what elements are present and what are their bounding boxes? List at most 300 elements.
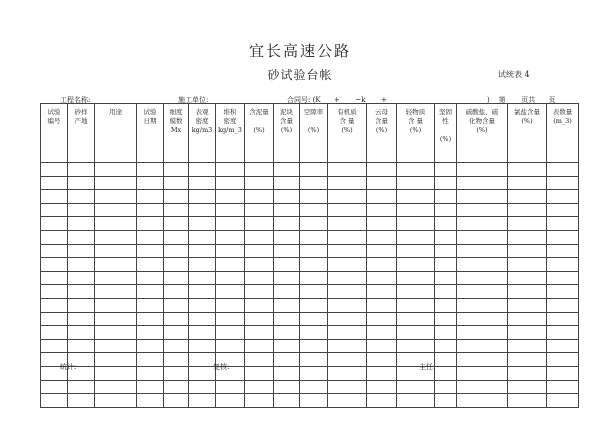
table-cell[interactable] xyxy=(189,326,216,340)
table-cell[interactable] xyxy=(547,203,579,217)
table-cell[interactable] xyxy=(164,380,189,394)
table-cell[interactable] xyxy=(95,190,137,204)
table-cell[interactable] xyxy=(435,366,457,380)
table-cell[interactable] xyxy=(189,366,216,380)
table-cell[interactable] xyxy=(164,230,189,244)
table-cell[interactable] xyxy=(367,366,397,380)
table-cell[interactable] xyxy=(137,163,164,177)
table-cell[interactable] xyxy=(457,380,508,394)
table-cell[interactable] xyxy=(457,163,508,177)
table-cell[interactable] xyxy=(68,217,95,231)
table-cell[interactable] xyxy=(508,190,547,204)
table-cell[interactable] xyxy=(274,271,300,285)
table-cell[interactable] xyxy=(457,244,508,258)
table-cell[interactable] xyxy=(457,176,508,190)
table-cell[interactable] xyxy=(508,176,547,190)
table-cell[interactable] xyxy=(547,353,579,367)
table-cell[interactable] xyxy=(274,312,300,326)
table-cell[interactable] xyxy=(95,339,137,353)
table-cell[interactable] xyxy=(435,339,457,353)
table-cell[interactable] xyxy=(435,176,457,190)
table-cell[interactable] xyxy=(397,312,435,326)
table-cell[interactable] xyxy=(300,190,328,204)
table-cell[interactable] xyxy=(68,285,95,299)
table-cell[interactable] xyxy=(164,394,189,408)
table-cell[interactable] xyxy=(300,353,328,367)
table-cell[interactable] xyxy=(328,271,367,285)
table-cell[interactable] xyxy=(328,176,367,190)
table-cell[interactable] xyxy=(397,258,435,272)
table-cell[interactable] xyxy=(95,217,137,231)
table-cell[interactable] xyxy=(216,190,245,204)
table-cell[interactable] xyxy=(164,176,189,190)
table-cell[interactable] xyxy=(457,203,508,217)
table-cell[interactable] xyxy=(397,230,435,244)
table-cell[interactable] xyxy=(245,163,274,177)
table-cell[interactable] xyxy=(328,298,367,312)
table-cell[interactable] xyxy=(41,230,68,244)
table-cell[interactable] xyxy=(300,312,328,326)
table-cell[interactable] xyxy=(274,326,300,340)
table-cell[interactable] xyxy=(245,394,274,408)
table-cell[interactable] xyxy=(95,312,137,326)
table-cell[interactable] xyxy=(216,312,245,326)
table-cell[interactable] xyxy=(164,217,189,231)
table-cell[interactable] xyxy=(245,380,274,394)
table-cell[interactable] xyxy=(189,217,216,231)
table-cell[interactable] xyxy=(68,339,95,353)
table-cell[interactable] xyxy=(95,380,137,394)
table-cell[interactable] xyxy=(274,353,300,367)
table-cell[interactable] xyxy=(245,353,274,367)
table-cell[interactable] xyxy=(95,163,137,177)
table-cell[interactable] xyxy=(41,394,68,408)
table-cell[interactable] xyxy=(274,258,300,272)
table-cell[interactable] xyxy=(300,380,328,394)
table-cell[interactable] xyxy=(137,353,164,367)
table-cell[interactable] xyxy=(137,285,164,299)
table-cell[interactable] xyxy=(95,230,137,244)
table-cell[interactable] xyxy=(457,326,508,340)
table-cell[interactable] xyxy=(367,258,397,272)
table-cell[interactable] xyxy=(457,298,508,312)
table-cell[interactable] xyxy=(216,394,245,408)
table-cell[interactable] xyxy=(328,312,367,326)
table-cell[interactable] xyxy=(245,366,274,380)
table-cell[interactable] xyxy=(508,244,547,258)
table-cell[interactable] xyxy=(95,271,137,285)
table-cell[interactable] xyxy=(435,380,457,394)
table-cell[interactable] xyxy=(164,258,189,272)
table-cell[interactable] xyxy=(508,271,547,285)
table-cell[interactable] xyxy=(68,176,95,190)
table-cell[interactable] xyxy=(41,339,68,353)
table-cell[interactable] xyxy=(189,394,216,408)
table-cell[interactable] xyxy=(164,203,189,217)
table-cell[interactable] xyxy=(95,298,137,312)
table-cell[interactable] xyxy=(245,271,274,285)
table-cell[interactable] xyxy=(547,366,579,380)
table-cell[interactable] xyxy=(328,366,367,380)
table-cell[interactable] xyxy=(397,271,435,285)
table-cell[interactable] xyxy=(367,271,397,285)
table-cell[interactable] xyxy=(300,271,328,285)
table-cell[interactable] xyxy=(367,394,397,408)
table-cell[interactable] xyxy=(457,339,508,353)
table-cell[interactable] xyxy=(508,339,547,353)
table-cell[interactable] xyxy=(137,244,164,258)
table-cell[interactable] xyxy=(508,380,547,394)
table-cell[interactable] xyxy=(189,190,216,204)
table-cell[interactable] xyxy=(547,176,579,190)
table-cell[interactable] xyxy=(274,339,300,353)
table-cell[interactable] xyxy=(328,163,367,177)
table-cell[interactable] xyxy=(41,271,68,285)
table-cell[interactable] xyxy=(189,203,216,217)
table-cell[interactable] xyxy=(68,312,95,326)
table-cell[interactable] xyxy=(328,230,367,244)
table-cell[interactable] xyxy=(68,163,95,177)
table-cell[interactable] xyxy=(457,285,508,299)
table-cell[interactable] xyxy=(547,380,579,394)
table-cell[interactable] xyxy=(189,353,216,367)
table-cell[interactable] xyxy=(41,285,68,299)
table-cell[interactable] xyxy=(164,326,189,340)
table-cell[interactable] xyxy=(245,326,274,340)
table-cell[interactable] xyxy=(164,366,189,380)
table-cell[interactable] xyxy=(95,258,137,272)
table-cell[interactable] xyxy=(508,285,547,299)
table-cell[interactable] xyxy=(547,285,579,299)
table-cell[interactable] xyxy=(189,163,216,177)
table-cell[interactable] xyxy=(435,285,457,299)
table-cell[interactable] xyxy=(367,217,397,231)
table-cell[interactable] xyxy=(164,163,189,177)
table-cell[interactable] xyxy=(68,394,95,408)
table-cell[interactable] xyxy=(274,163,300,177)
table-cell[interactable] xyxy=(137,217,164,231)
table-cell[interactable] xyxy=(189,271,216,285)
table-cell[interactable] xyxy=(435,326,457,340)
table-cell[interactable] xyxy=(95,394,137,408)
table-cell[interactable] xyxy=(245,312,274,326)
table-cell[interactable] xyxy=(435,217,457,231)
table-cell[interactable] xyxy=(328,203,367,217)
table-cell[interactable] xyxy=(274,176,300,190)
table-cell[interactable] xyxy=(189,285,216,299)
table-cell[interactable] xyxy=(457,190,508,204)
table-cell[interactable] xyxy=(367,326,397,340)
table-cell[interactable] xyxy=(547,258,579,272)
table-cell[interactable] xyxy=(300,326,328,340)
table-cell[interactable] xyxy=(41,176,68,190)
table-cell[interactable] xyxy=(95,285,137,299)
table-cell[interactable] xyxy=(164,271,189,285)
table-cell[interactable] xyxy=(137,380,164,394)
table-cell[interactable] xyxy=(137,190,164,204)
table-cell[interactable] xyxy=(547,312,579,326)
table-cell[interactable] xyxy=(328,244,367,258)
table-cell[interactable] xyxy=(41,298,68,312)
table-cell[interactable] xyxy=(164,244,189,258)
table-cell[interactable] xyxy=(41,326,68,340)
table-cell[interactable] xyxy=(457,271,508,285)
table-cell[interactable] xyxy=(137,230,164,244)
table-cell[interactable] xyxy=(216,176,245,190)
table-cell[interactable] xyxy=(367,163,397,177)
table-cell[interactable] xyxy=(216,230,245,244)
table-cell[interactable] xyxy=(397,244,435,258)
table-cell[interactable] xyxy=(328,285,367,299)
table-cell[interactable] xyxy=(367,312,397,326)
table-cell[interactable] xyxy=(397,285,435,299)
table-cell[interactable] xyxy=(137,271,164,285)
table-cell[interactable] xyxy=(216,326,245,340)
table-cell[interactable] xyxy=(367,203,397,217)
table-cell[interactable] xyxy=(397,394,435,408)
table-cell[interactable] xyxy=(328,339,367,353)
table-cell[interactable] xyxy=(328,190,367,204)
table-cell[interactable] xyxy=(95,366,137,380)
table-cell[interactable] xyxy=(189,339,216,353)
table-cell[interactable] xyxy=(547,244,579,258)
table-cell[interactable] xyxy=(68,380,95,394)
table-cell[interactable] xyxy=(397,163,435,177)
table-cell[interactable] xyxy=(435,298,457,312)
table-cell[interactable] xyxy=(300,298,328,312)
table-cell[interactable] xyxy=(274,394,300,408)
table-cell[interactable] xyxy=(300,217,328,231)
table-cell[interactable] xyxy=(189,176,216,190)
table-cell[interactable] xyxy=(95,244,137,258)
table-cell[interactable] xyxy=(300,203,328,217)
table-cell[interactable] xyxy=(216,217,245,231)
table-cell[interactable] xyxy=(435,163,457,177)
table-cell[interactable] xyxy=(328,353,367,367)
table-cell[interactable] xyxy=(274,203,300,217)
table-cell[interactable] xyxy=(137,203,164,217)
table-cell[interactable] xyxy=(68,271,95,285)
table-cell[interactable] xyxy=(547,326,579,340)
table-cell[interactable] xyxy=(300,244,328,258)
table-cell[interactable] xyxy=(164,285,189,299)
table-cell[interactable] xyxy=(328,380,367,394)
table-cell[interactable] xyxy=(68,326,95,340)
table-cell[interactable] xyxy=(328,217,367,231)
table-cell[interactable] xyxy=(547,230,579,244)
table-cell[interactable] xyxy=(245,244,274,258)
table-cell[interactable] xyxy=(68,244,95,258)
table-cell[interactable] xyxy=(547,271,579,285)
table-cell[interactable] xyxy=(189,258,216,272)
table-cell[interactable] xyxy=(216,203,245,217)
table-cell[interactable] xyxy=(41,258,68,272)
table-cell[interactable] xyxy=(508,326,547,340)
table-cell[interactable] xyxy=(245,190,274,204)
table-cell[interactable] xyxy=(508,394,547,408)
table-cell[interactable] xyxy=(457,394,508,408)
table-cell[interactable] xyxy=(41,190,68,204)
table-cell[interactable] xyxy=(274,190,300,204)
table-cell[interactable] xyxy=(397,190,435,204)
table-cell[interactable] xyxy=(164,339,189,353)
table-cell[interactable] xyxy=(41,163,68,177)
table-cell[interactable] xyxy=(367,190,397,204)
table-cell[interactable] xyxy=(547,339,579,353)
table-cell[interactable] xyxy=(274,244,300,258)
table-cell[interactable] xyxy=(367,353,397,367)
table-cell[interactable] xyxy=(457,258,508,272)
table-cell[interactable] xyxy=(367,339,397,353)
table-cell[interactable] xyxy=(300,230,328,244)
table-cell[interactable] xyxy=(457,230,508,244)
table-cell[interactable] xyxy=(245,258,274,272)
table-cell[interactable] xyxy=(216,339,245,353)
table-cell[interactable] xyxy=(216,298,245,312)
table-cell[interactable] xyxy=(435,394,457,408)
table-cell[interactable] xyxy=(328,394,367,408)
table-cell[interactable] xyxy=(397,339,435,353)
table-cell[interactable] xyxy=(245,285,274,299)
table-cell[interactable] xyxy=(435,244,457,258)
table-cell[interactable] xyxy=(216,244,245,258)
table-cell[interactable] xyxy=(274,298,300,312)
table-cell[interactable] xyxy=(216,285,245,299)
table-cell[interactable] xyxy=(274,380,300,394)
table-cell[interactable] xyxy=(245,339,274,353)
table-cell[interactable] xyxy=(508,353,547,367)
table-cell[interactable] xyxy=(189,230,216,244)
table-cell[interactable] xyxy=(164,298,189,312)
table-cell[interactable] xyxy=(41,380,68,394)
table-cell[interactable] xyxy=(68,298,95,312)
table-cell[interactable] xyxy=(137,394,164,408)
table-cell[interactable] xyxy=(68,258,95,272)
table-cell[interactable] xyxy=(457,217,508,231)
table-cell[interactable] xyxy=(547,298,579,312)
table-cell[interactable] xyxy=(508,366,547,380)
table-cell[interactable] xyxy=(189,298,216,312)
table-cell[interactable] xyxy=(508,312,547,326)
table-cell[interactable] xyxy=(508,298,547,312)
table-cell[interactable] xyxy=(164,190,189,204)
table-cell[interactable] xyxy=(547,190,579,204)
table-cell[interactable] xyxy=(137,258,164,272)
table-cell[interactable] xyxy=(367,176,397,190)
table-cell[interactable] xyxy=(137,176,164,190)
table-cell[interactable] xyxy=(300,176,328,190)
table-cell[interactable] xyxy=(328,258,367,272)
table-cell[interactable] xyxy=(95,203,137,217)
table-cell[interactable] xyxy=(435,203,457,217)
column-header: 泥块 含量 (%) xyxy=(274,104,300,163)
table-cell[interactable] xyxy=(457,366,508,380)
table-cell[interactable] xyxy=(397,217,435,231)
table-cell[interactable] xyxy=(68,230,95,244)
table-cell[interactable] xyxy=(164,353,189,367)
table-cell[interactable] xyxy=(300,285,328,299)
table-cell[interactable] xyxy=(41,217,68,231)
table-cell[interactable] xyxy=(397,380,435,394)
table-cell[interactable] xyxy=(245,298,274,312)
table-cell[interactable] xyxy=(137,312,164,326)
table-cell[interactable] xyxy=(367,244,397,258)
table-cell[interactable] xyxy=(457,353,508,367)
table-cell[interactable] xyxy=(435,230,457,244)
table-cell[interactable] xyxy=(508,203,547,217)
table-cell[interactable] xyxy=(435,190,457,204)
table-cell[interactable] xyxy=(397,298,435,312)
table-cell[interactable] xyxy=(137,339,164,353)
table-cell[interactable] xyxy=(397,203,435,217)
table-cell[interactable] xyxy=(137,366,164,380)
table-cell[interactable] xyxy=(300,339,328,353)
table-cell[interactable] xyxy=(95,326,137,340)
table-cell[interactable] xyxy=(95,176,137,190)
table-cell[interactable] xyxy=(300,163,328,177)
table-cell[interactable] xyxy=(367,285,397,299)
table-cell[interactable] xyxy=(435,271,457,285)
table-cell[interactable] xyxy=(300,366,328,380)
table-cell[interactable] xyxy=(137,298,164,312)
table-cell[interactable] xyxy=(245,217,274,231)
table-cell[interactable] xyxy=(508,258,547,272)
table-cell[interactable] xyxy=(435,312,457,326)
table-cell[interactable] xyxy=(245,176,274,190)
table-cell[interactable] xyxy=(300,394,328,408)
table-cell[interactable] xyxy=(328,326,367,340)
table-cell[interactable] xyxy=(397,326,435,340)
table-cell[interactable] xyxy=(435,258,457,272)
table-cell[interactable] xyxy=(547,217,579,231)
table-cell[interactable] xyxy=(245,203,274,217)
table-cell[interactable] xyxy=(164,312,189,326)
table-cell[interactable] xyxy=(189,244,216,258)
table-cell[interactable] xyxy=(457,312,508,326)
table-cell[interactable] xyxy=(367,380,397,394)
table-cell[interactable] xyxy=(508,163,547,177)
table-cell[interactable] xyxy=(367,298,397,312)
table-cell[interactable] xyxy=(547,163,579,177)
table-cell[interactable] xyxy=(41,203,68,217)
table-cell[interactable] xyxy=(216,380,245,394)
table-cell[interactable] xyxy=(547,394,579,408)
table-cell[interactable] xyxy=(300,258,328,272)
table-cell[interactable] xyxy=(245,230,274,244)
table-cell[interactable] xyxy=(68,190,95,204)
table-cell[interactable] xyxy=(137,326,164,340)
table-cell[interactable] xyxy=(95,353,137,367)
table-cell[interactable] xyxy=(274,217,300,231)
table-body xyxy=(41,163,579,408)
table-cell[interactable] xyxy=(397,176,435,190)
table-cell[interactable] xyxy=(274,285,300,299)
table-cell[interactable] xyxy=(367,230,397,244)
table-cell[interactable] xyxy=(189,312,216,326)
table-cell[interactable] xyxy=(216,258,245,272)
table-cell[interactable] xyxy=(41,312,68,326)
table-cell[interactable] xyxy=(41,244,68,258)
table-cell[interactable] xyxy=(508,217,547,231)
table-cell[interactable] xyxy=(274,230,300,244)
table-cell[interactable] xyxy=(189,380,216,394)
table-cell[interactable] xyxy=(274,366,300,380)
table-cell[interactable] xyxy=(435,353,457,367)
table-cell[interactable] xyxy=(508,230,547,244)
table-cell[interactable] xyxy=(68,203,95,217)
table-cell[interactable] xyxy=(216,163,245,177)
table-cell[interactable] xyxy=(216,271,245,285)
